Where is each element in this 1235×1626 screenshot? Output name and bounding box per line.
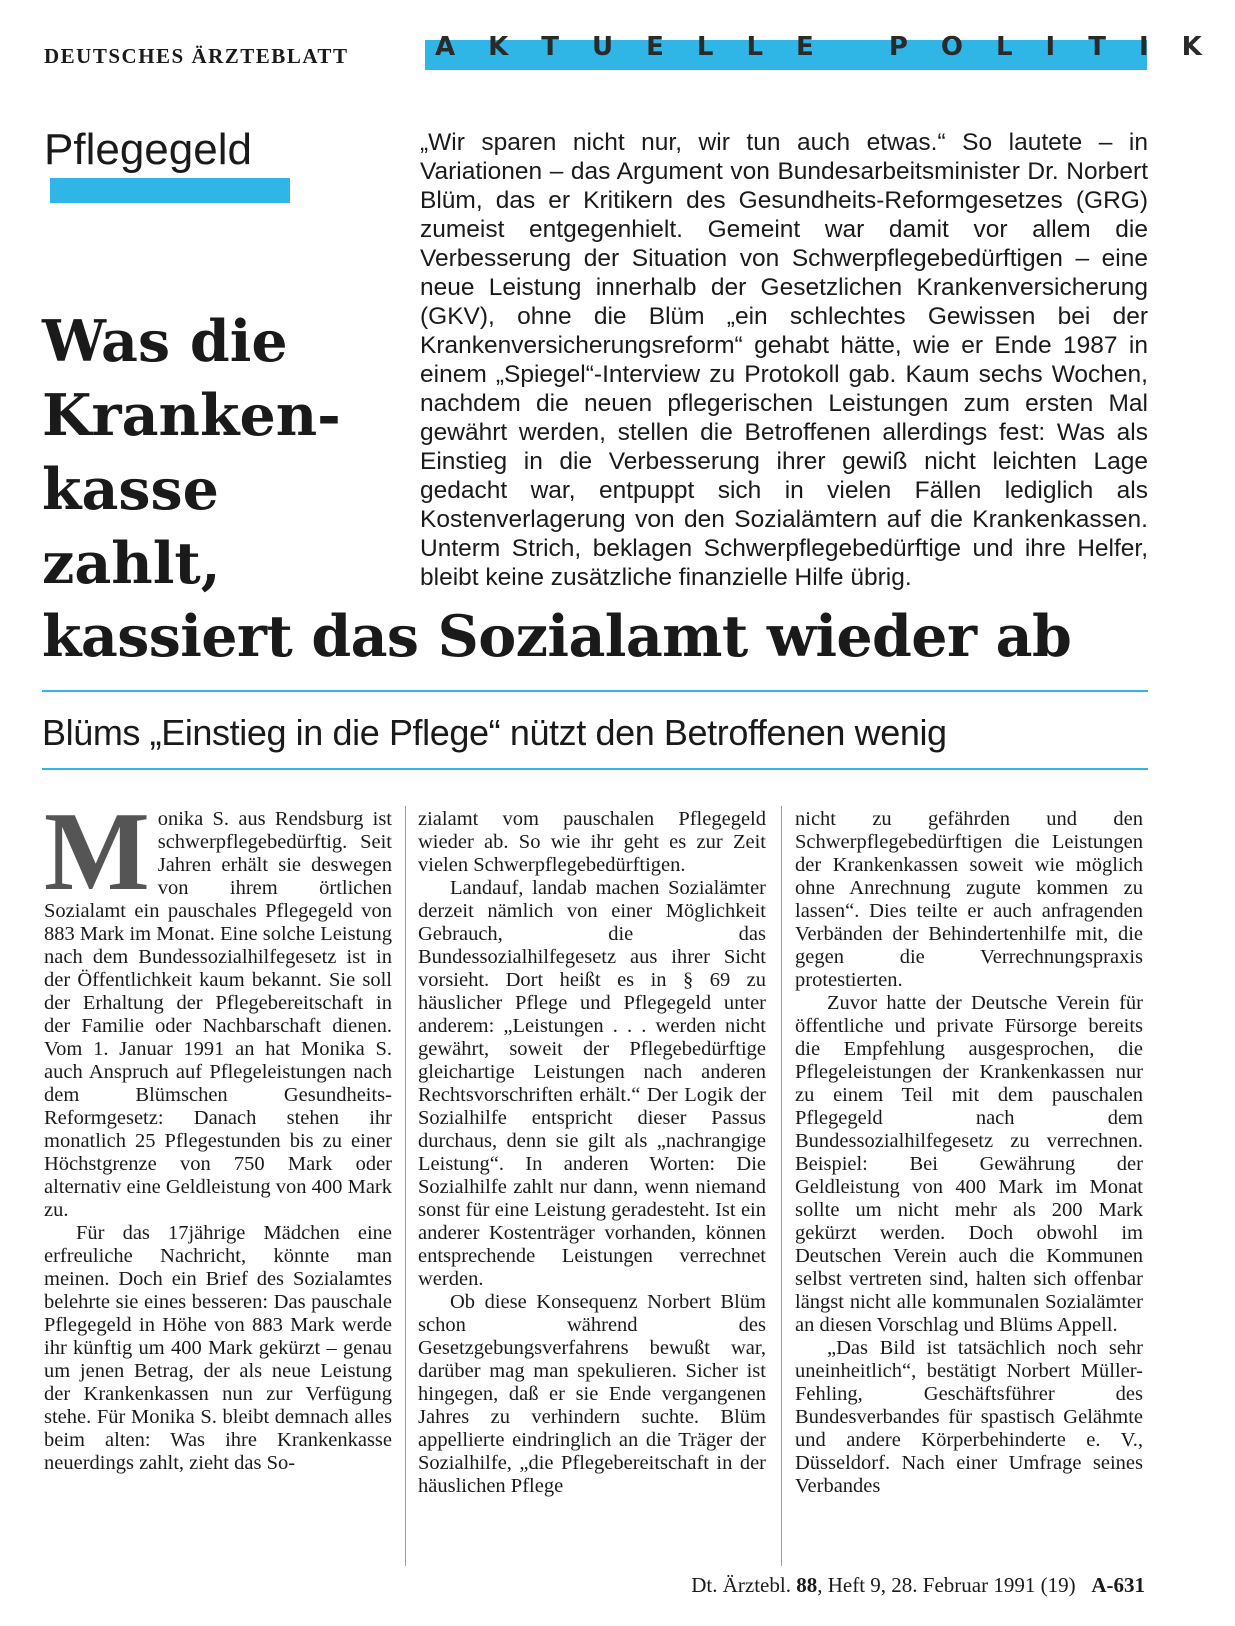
column-divider (781, 806, 782, 1566)
section-banner (425, 32, 1235, 70)
paragraph: onika S. aus Rendsburg ist schwerpflegebedürftig. Seit Jahren erhält sie deswegen von ihrem örtlichen Sozialamt ein pauschales Pflegegeld von 883 Mark im Monat. Eine solche Leistung nach dem Bundessozialhilfegesetz ist in der Öffentlichkeit kaum bekannt. Sie soll der Erhaltung der Pflegebereitschaft in der Familie oder Nachbarschaft dienen. Vom 1. Januar 1991 an hat Monika S. auch Anspruch auf Pflegeleistungen nach dem Blümschen Gesundheits-Reformgesetz: Danach stehen ihr monatlich 25 Pflegestunden bis zu einer Höchstgrenze von 750 Mark oder alternativ eine Geldleistung von 400 Mark zu. (44, 808, 392, 1221)
kicker-underline (50, 178, 290, 203)
body-column-1 (44, 790, 392, 1475)
body-column-3 (795, 808, 1143, 1498)
paragraph: Für das 17jährige Mädchen eine erfreuliche Nachricht, könnte man meinen. Doch ein Brief des Sozialamtes belehrte sie eines besseren: Das pauschale Pflegegeld in Höhe von 883 Mark werde ihr künftig um 400 Mark gekürzt – genau um jenen Betrag, der als neue Leistung der Krankenkassen nun zur Verfügung stehe. Für Monika S. bleibt demnach alles beim alten: Was ihre Krankenkasse neuerdings zahlt, zieht das So- (44, 1222, 392, 1474)
paragraph: Zuvor hatte der Deutsche Verein für öffentliche und private Fürsorge bereits die Empfehlung ausgesprochen, die Pflegeleistungen der Krankenkassen nur zu einem Teil mit dem pauschalen Pflegegeld nach dem Bundessozialhilfegesetz zu verrechnen. Beispiel: Bei Gewährung der Geldleistung von 400 Mark im Monat sollte um nicht mehr als 200 Mark gekürzt werden. Doch obwohl im Deutschen Verein auch die Kommunen selbst vertreten sind, halten sich offenbar längst nicht alle kommunalen Sozialämter an diesen Vorschlag und Blüms Appell. (795, 992, 1143, 1336)
body-column-2 (418, 808, 766, 1498)
journal-name: DEUTSCHES ÄRZTEBLATT (44, 44, 349, 68)
paragraph: „Das Bild ist tatsächlich noch sehr uneinheitlich“, bestätigt Norbert Müller-Fehling, Geschäftsführer des Bundesverbandes für spastisch Gelähmte und andere Körperbehinderte e. V., Düsseldorf. Nach einer Umfrage seines Verbandes (795, 1337, 1143, 1497)
footer-volume: 88 (796, 1573, 818, 1597)
headline-line: Was die (42, 308, 288, 375)
footer-citation: Dt. Ärztebl. (691, 1573, 797, 1597)
headline-last-line: kassiert das Sozialamt wieder ab (42, 603, 1072, 670)
footer-issue: , Heft 9, 28. Februar 1991 (19) (817, 1573, 1076, 1597)
page-number: A-631 (1091, 1573, 1145, 1597)
intro-paragraph: „Wir sparen nicht nur, wir tun auch etwas.“ So lautete – in Variationen – das Argument von Bundesarbeitsminister Dr. Norbert Blüm, das er Kritikern des Gesundheits-Reformgesetzes (GRG) zumeist entgegenhielt. Gemeint war damit vor allem die Verbesserung der Situation von Schwerpflegebedürftigen – eine neue Leistung innerhalb der Gesetzlichen Krankenversicherung (GKV), ohne die Blüm „ein schlechtes Gewissen bei der Krankenversicherungsreform“ gehabt hätte, wie er Ende 1987 in einem „Spiegel“-Interview zu Protokoll gab. Kaum sechs Wochen, nachdem die neuen pflegerischen Leistungen zum ersten Mal gewährt werden, stellen die Betroffenen allerdings fest: Was als Einstieg in die Verbesserung ihrer gewiß nicht leichten Lage gedacht war, entpuppt sich in vielen Fällen lediglich als Kostenverlagerung von den Sozialämtern auf die Krankenkassen. Unterm Strich, beklagen Schwerpflegebedürftige und ihre Helfer, bleibt keine zusätzliche finanzielle Hilfe übrig. (420, 129, 1148, 591)
headline-line: kasse (42, 456, 219, 523)
subhead-rule-top (42, 690, 1148, 692)
paragraph: Ob diese Konsequenz Norbert Blüm schon während des Gesetzgebungsverfahrens bewußt war, darüber mag man spekulieren. Sicher ist hingegen, daß er sie Ende vergangenen Jahres zu verhindern suchte. Blüm appellierte eindringlich an die Träger der Sozialhilfe, „die Pflegebereitschaft in der häuslichen Pflege (418, 1291, 766, 1497)
drop-cap: M (44, 790, 150, 914)
headline-line: zahlt, (42, 530, 221, 597)
subhead-rule-bottom (42, 768, 1148, 770)
paragraph: nicht zu gefährden und den Schwerpflegebedürftigen die Leistungen der Krankenkassen soweit wie möglich ohne Anrechnung zugute kommen zu lassen“. Dies teilte er auch anfragenden Verbänden der Behindertenhilfe mit, die gegen die Verrechnungspraxis protestierten. (795, 808, 1143, 991)
headline-line: Kranken- (42, 382, 341, 449)
headline (42, 305, 402, 601)
page-footer (691, 1573, 1145, 1598)
kicker: Pflegegeld (44, 125, 252, 174)
paragraph: zialamt vom pauschalen Pflegegeld wieder ab. So wie ihr geht es zur Zeit vielen Schwerpflegebedürftigen. (418, 808, 766, 876)
subheadline: Blüms „Einstieg in die Pflege“ nützt den Betroffenen wenig (42, 712, 947, 753)
paragraph: Landauf, landab machen Sozialämter derzeit nämlich von einer Möglichkeit Gebrauch, die das Bundessozialhilfegesetz aus ihrer Sicht vorsieht. Dort heißt es in § 69 zu häuslicher Pflege und Pflegegeld unter anderem: „Leistungen . . . werden nicht gewährt, soweit der Pflegebedürftige gleichartige Leistungen nach anderen Rechtsvorschriften erhält.“ Der Logik der Sozialhilfe entspricht dieser Passus durchaus, denn sie gilt als „nachrangige Leistung“. In anderen Worten: Die Sozialhilfe zahlt nur dann, wenn niemand sonst für eine Leistung geradesteht. Ist ein anderer Kostenträger vorhanden, können entsprechende Leistungen verrechnet werden. (418, 877, 766, 1290)
section-label: AKTUELLE POLITIK (435, 32, 1235, 62)
column-divider (405, 806, 406, 1566)
